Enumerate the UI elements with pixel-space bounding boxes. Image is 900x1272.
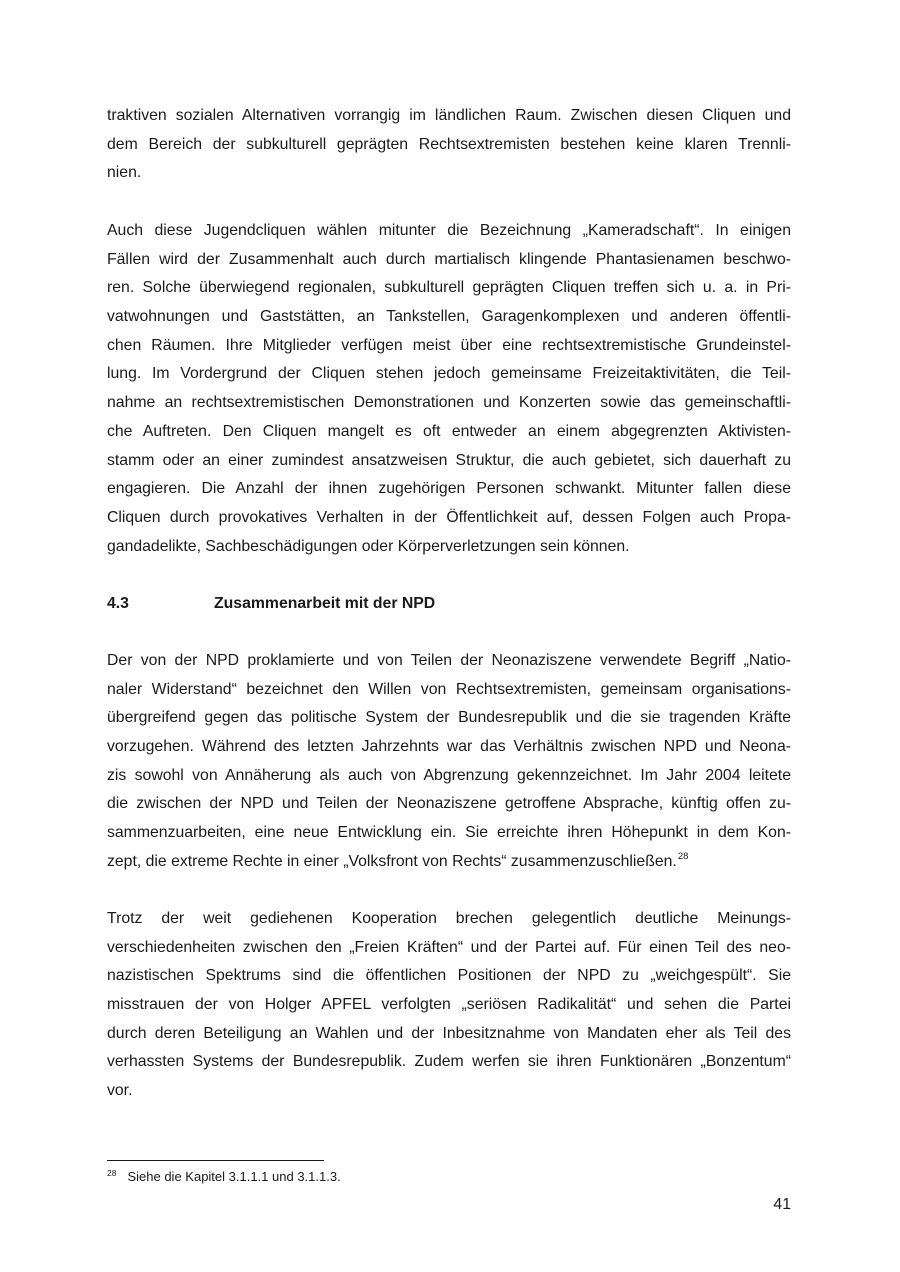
paragraph-line: che Auftreten. Den Cliquen mangelt es oft entweder an einem abgegrenzten Aktivisten-: [107, 422, 791, 440]
paragraph-line: vatwohnungen und Gaststätten, an Tankstellen, Garagenkomplexen und anderen öffentli-: [107, 308, 791, 326]
paragraph-line: durch deren Beteiligung an Wahlen und der Inbesitznahme von Mandaten eher als Teil des: [107, 1024, 791, 1042]
paragraph-line: chen Räumen. Ihre Mitglieder verfügen meist über eine rechtsextremistische Grundeinstel-: [107, 336, 791, 354]
paragraph-line: Auch diese Jugendcliquen wählen mitunter die Bezeichnung „Kameradschaft“. In einigen: [107, 222, 791, 239]
paragraph-line: Fällen wird der Zusammenhalt auch durch martialisch klingende Phantasienamen beschwo-: [107, 250, 791, 268]
paragraph-line: traktiven sozialen Alternativen vorrangig im ländlichen Raum. Zwischen diesen Cliquen und: [107, 107, 791, 124]
paragraph-line: nazistischen Spektrums sind die öffentlichen Positionen der NPD zu „weichgespült“. Sie: [107, 967, 791, 985]
footnote-reference: 28: [677, 850, 689, 862]
paragraph-line: nien.: [107, 164, 142, 182]
paragraph-line: vor.: [107, 1082, 133, 1100]
footnote-marker: 28: [107, 1168, 117, 1178]
paragraph-line: ren. Solche überwiegend regionalen, subkulturell geprägten Cliquen treffen sich u. a. in Pri-: [107, 279, 791, 297]
paragraph-line-with-footnote: [107, 848, 791, 877]
paragraph-4: [107, 905, 791, 1106]
paragraph-line-text: zept, die extreme Rechte in einer „Volksfront von Rechts“ zusammenzuschließen.: [107, 852, 677, 870]
paragraph-line: lung. Im Vordergrund der Cliquen stehen jedoch gemeinsame Freizeitaktivitäten, die Teil-: [107, 365, 791, 383]
paragraph-2: [107, 217, 791, 561]
paragraph-line: stamm oder an einer zumindest ansatzweisen Struktur, die auch gebietet, sich dauerhaft zu: [107, 451, 791, 469]
paragraph-line: übergreifend gegen das politische System der Bundesrepublik und die sie tragenden Kräfte: [107, 709, 791, 727]
paragraph-line: die zwischen der NPD und Teilen der Neonaziszene getroffene Absprache, künftig offen zu-: [107, 795, 791, 813]
paragraph-line: dem Bereich der subkulturell geprägten Rechtsextremisten bestehen keine klaren Trennli-: [107, 135, 791, 153]
page-number: 41: [773, 1196, 791, 1213]
paragraph-line: vorzugehen. Während des letzten Jahrzehnts war das Verhältnis zwischen NPD und Neona-: [107, 738, 791, 756]
paragraph-line: Cliquen durch provokatives Verhalten in der Öffentlichkeit auf, dessen Folgen auch Propa-: [107, 508, 791, 526]
paragraph-line: Trotz der weit gediehenen Kooperation brechen gelegentlich deutliche Meinungs-: [107, 910, 791, 927]
footnote: [107, 1167, 341, 1187]
paragraph-line: Der von der NPD proklamierte und von Teilen der Neonaziszene verwendete Begriff „Natio-: [107, 652, 791, 669]
section-heading: [107, 590, 435, 619]
paragraph-line: verhassten Systems der Bundesrepublik. Zudem werfen sie ihren Funktionären „Bonzentum“: [107, 1053, 791, 1071]
footnote-text: Siehe die Kapitel 3.1.1.1 und 3.1.1.3.: [127, 1169, 341, 1184]
paragraph-3: [107, 647, 791, 877]
paragraph-line: sammenzuarbeiten, eine neue Entwicklung ein. Sie erreichte ihren Höhepunkt in dem Kon-: [107, 824, 791, 842]
section-number: 4.3: [107, 595, 129, 612]
paragraph-line: gandadelikte, Sachbeschädigungen oder Körperverletzungen sein können.: [107, 537, 630, 555]
paragraph-line: engagieren. Die Anzahl der ihnen zugehörigen Personen schwankt. Mitunter fallen diese: [107, 480, 791, 498]
paragraph-1: [107, 102, 791, 188]
footnote-separator: [107, 1160, 324, 1161]
section-title: Zusammenarbeit mit der NPD: [214, 595, 436, 612]
paragraph-line: verschiedenheiten zwischen den „Freien Kräften“ und der Partei auf. Für einen Teil des neo-: [107, 938, 791, 956]
paragraph-line: nahme an rechtsextremistischen Demonstrationen und Konzerten sowie das gemeinschaftli-: [107, 394, 791, 412]
paragraph-line: naler Widerstand“ bezeichnet den Willen von Rechtsextremisten, gemeinsam organisations-: [107, 680, 791, 698]
paragraph-line: zis sowohl von Annäherung als auch von Abgrenzung gekennzeichnet. Im Jahr 2004 leitete: [107, 766, 791, 784]
paragraph-line: misstrauen der von Holger APFEL verfolgten „seriösen Radikalität“ und sehen die Partei: [107, 996, 791, 1014]
